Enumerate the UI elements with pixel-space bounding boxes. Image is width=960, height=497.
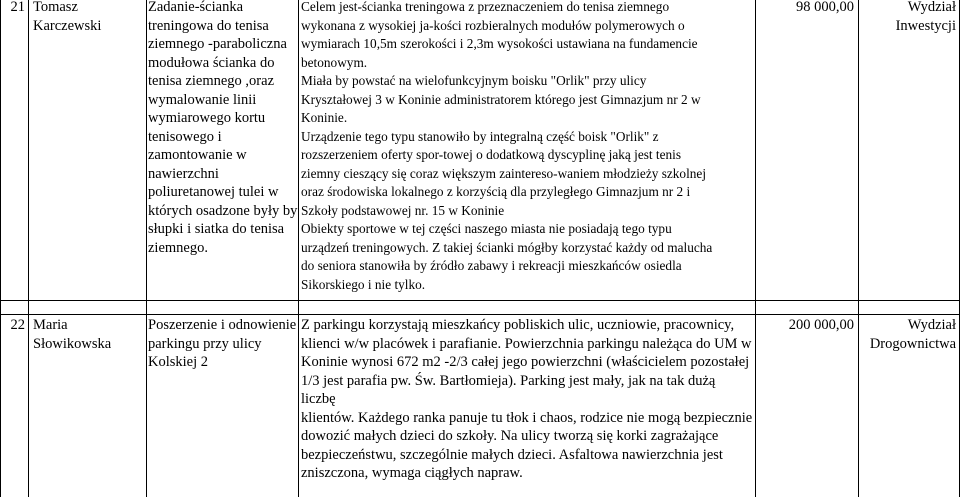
grid-line xyxy=(0,300,960,301)
grid-line xyxy=(0,314,960,315)
department: Wydział Inwestycji xyxy=(895,0,956,34)
project-amount: 200 000,00 xyxy=(788,317,854,333)
grid-line xyxy=(28,0,29,497)
grid-line xyxy=(298,0,299,497)
project-amount: 98 000,00 xyxy=(796,0,854,15)
project-description: Celem jest-ścianka treningowa z przeznaczeniem do tenisa ziemnego wykonana z wysokiej ja-kości rozbieralnych modułów polymerowych o wymiarach 10,5m szerokości i 2,3m wysokości ustawiana na fundamencie betonowym. Miała by powstać na wielofunkcyjnym boisku "Orlik" przy ulicy Kryształowej 3 w Koninie administratorem którego jest Gimnazjum nr 2 w Koninie. Urządzenie tego typu stanowiło by integralną część boisk "Orlik" z rozszerzeniem oferty spor-towej o dodatkową dyscyplinę jaką jest tenis ziemny cieszący się coraz większym zaintereso-waniem młodzieży szkolnej oraz środowiska lokalnego z korzyścią dla przyległego Gimnazjum nr 2 i Szkoły podstawowej nr. 15 w Koninie Obiekty sportowe w tej części naszego miasta nie posiadają tego typu urządzeń treningowych. Z takiej ścianki mógłby korzystać każdy od malucha do seniora stanowiła by źródło zabawy i rekreacji mieszkańców osiedla Sikorskiego i nie tylko. xyxy=(301,0,713,292)
grid-line xyxy=(858,0,859,497)
department: Wydział Drogownictwa xyxy=(869,317,956,352)
grid-line xyxy=(755,0,756,497)
project-description: Z parkingu korzystają mieszkańcy pobliskich ulic, uczniowie, pracownicy, klienci w/w placówek i parafianie. Powierzchnia parkingu należąca do UM w Koninie wynosi 672 m2 -2/3 całej jego powierzchni (właścicielem pozostałej 1/3 jest parafia pw. Św. Bartłomieja). Parking jest mały, jak na tak dużą liczbę klientów. Każdego ranka panuje tu tłok i chaos, rodzice nie mogą bezpiecznie dowozić małych dzieci do szkoły. Na ulicy tworzą się korki zagrażające bezpieczeństwu, szczególnie małych dzieci. Asfaltowa nawierzchnia jest zniszczona, wymaga ciągłych napraw. xyxy=(301,317,753,481)
grid-line xyxy=(0,0,1,497)
proposer-name: Tomasz Karczewski xyxy=(33,0,102,34)
project-title: Poszerzenie i odnowienie parkingu przy ulicy Kolskiej 2 xyxy=(148,317,297,370)
proposer-name: Maria Słowikowska xyxy=(33,317,112,352)
project-title: Zadanie-ścianka treningowa do tenisa ziemnego -paraboliczna modułowa ścianka do tenisa ziemnego ,oraz wymalowanie linii wymiarowego kortu tenisowego i zamontowanie w nawierzchni poliuretanowej tulei w których osadzone były by słupki i siatka do tenisa ziemnego. xyxy=(148,0,298,256)
grid-line xyxy=(146,0,147,497)
row-number: 21 xyxy=(10,0,25,15)
row-number: 22 xyxy=(10,317,25,333)
